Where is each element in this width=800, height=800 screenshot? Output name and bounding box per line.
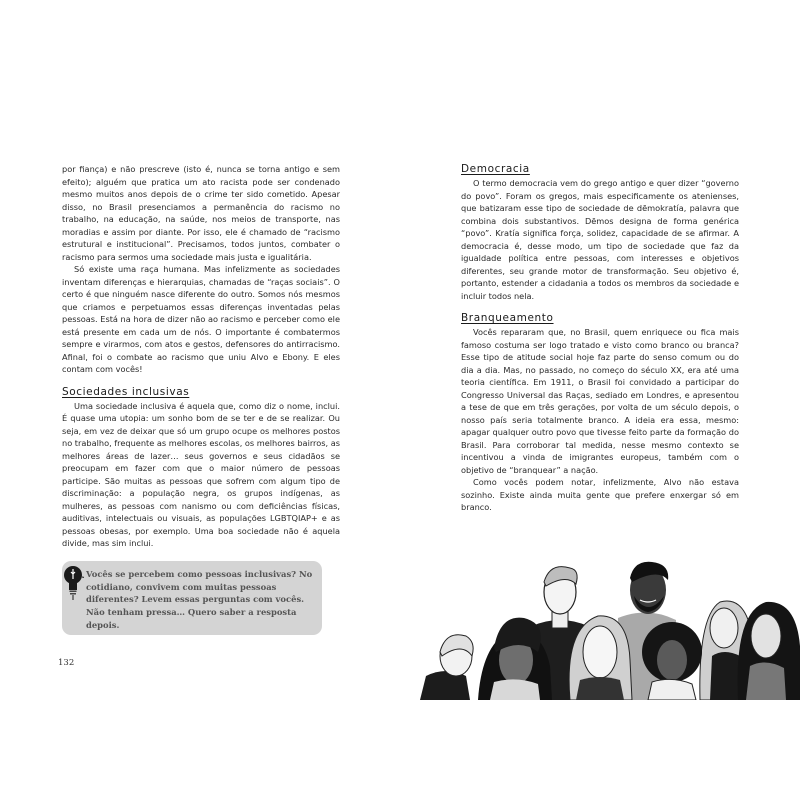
paragraph-racism-continuation: por fiança) e não prescreve (isto é, nunca se torna antigo e sem efeito); alguém que pratica um ato racista pode ser condenado mesmo muitos anos depois de o crime ter sido cometido. Apesar disso, no Brasil presenciamos a permanência do racismo no trabalho, na educação, na saúde, nos meios de transporte, nas moradias e assim por diante. Por isso, ele é chamado de “racismo estrutural e institucional”. Precisamos, todos juntos, combater o racismo para sermos uma sociedade mais justa e igualitária. [62, 164, 340, 262]
heading-sociedades-inclusivas: Sociedades inclusivas [62, 385, 190, 398]
diverse-people-illustration [420, 556, 800, 700]
lightbulb-icon [62, 561, 84, 601]
paragraph-democracy: O termo democracia vem do grego antigo e quer dizer “governo do povo”. Foram os gregos, mais especificamente os atenienses, que batizaram esse tipo de sociedade de dēmokratía, palavra que combina dois substantivos. Dēmos designa de forma genérica “povo”. Kratía significa força, solidez, capacidade de se afirmar. A democracia é, desse modo, um tipo de sociedade que faz da igualdade política entre pessoas, com interesses e objetivos diferentes, seu grande motor de transformação. Seu objetivo é, portanto, estender a cidadania a todos os membros da sociedade e incluir todos nela. [461, 178, 739, 301]
left-text-column [62, 163, 340, 550]
paragraph-whitening: Vocês repararam que, no Brasil, quem enriquece ou fica mais famoso costuma ser logo tratado e visto como branco ou branca? Esse tipo de atitude social hoje faz parte do senso comum ou do dia a dia. Mas, no passado, no começo do século XX, era até uma teoria científica. Em 1911, o Brasil foi convidado a participar do Congresso Universal das Raças, sediado em Londres, e apresentou a tese de que em três gerações, por volta de um século depois, o nosso país seria totalmente branco. A ideia era essa, mesmo: apagar qualquer outro povo que tivesse feito parte da formação do Brasil. Para corroborar tal medida, nesse mesmo contexto se incentivou a vinda de imigrantes europeus, também com o objetivo de “branquear” a nação. [461, 327, 739, 475]
paragraph-conclusion: Como vocês podem notar, infelizmente, Alvo não estava sozinho. Existe ainda muita gente que prefere enxergar só em branco. [461, 477, 739, 512]
heading-branqueamento: Branqueamento [461, 312, 554, 324]
person-sleeping-woman [420, 635, 473, 700]
right-text-column [461, 163, 739, 514]
page-number: 132 [58, 658, 75, 668]
person-afro-woman [642, 622, 702, 700]
paragraph-inclusive-society: Uma sociedade inclusiva é aquela que, como diz o nome, inclui. É quase uma utopia: um sonho bom de se ter e de se realizar. Ou seja, em vez de deixar que só um grupo ocupe os melhores postos no trabalho, frequente as melhores escolas, os melhores bairros, as melhores áreas de lazer… seus governos e seus cidadãos se preocupam em fazer com que o maior número de pessoas participe. São muitas as pessoas que sofrem com algum tipo de discriminação: a população negra, os grupos indígenas, as mulheres, as pessoas com nanismo ou com deficiências físicas, auditivas, intelectuais ou visuais, as populações LGBTQIAP+ e as pessoas obesas, por exemplo. Uma boa sociedade não é aquela divide, mas sim inclui. [62, 400, 341, 548]
callout-text: Vocês se percebem como pessoas inclusivas? No cotidiano, convivem com muitas pessoas diferentes? Levem essas perguntas com vocês. Não tenham pressa… Quero saber a resposta depois. [86, 569, 313, 630]
heading-democracia: Democracia [461, 163, 530, 175]
paragraph-one-human-race: Só existe uma raça humana. Mas infelizmente as sociedades inventam diferenças e hierarquias, chamadas de “raças sociais”. O certo é que ninguém nasce diferente do outro. Somos nós mesmos que criamos e perpetuamos essas diferenças inventadas pelas pessoas. Está na hora de dizer não ao racismo e perceber como ele está presente em cada um de nós. O importante é combatermos sempre e virarmos, com atos e gestos, defensores do antirracismo. Afinal, foi o combate ao racismo que uniu Alvo e Ebony. E eles contam com vocês! [62, 264, 340, 374]
